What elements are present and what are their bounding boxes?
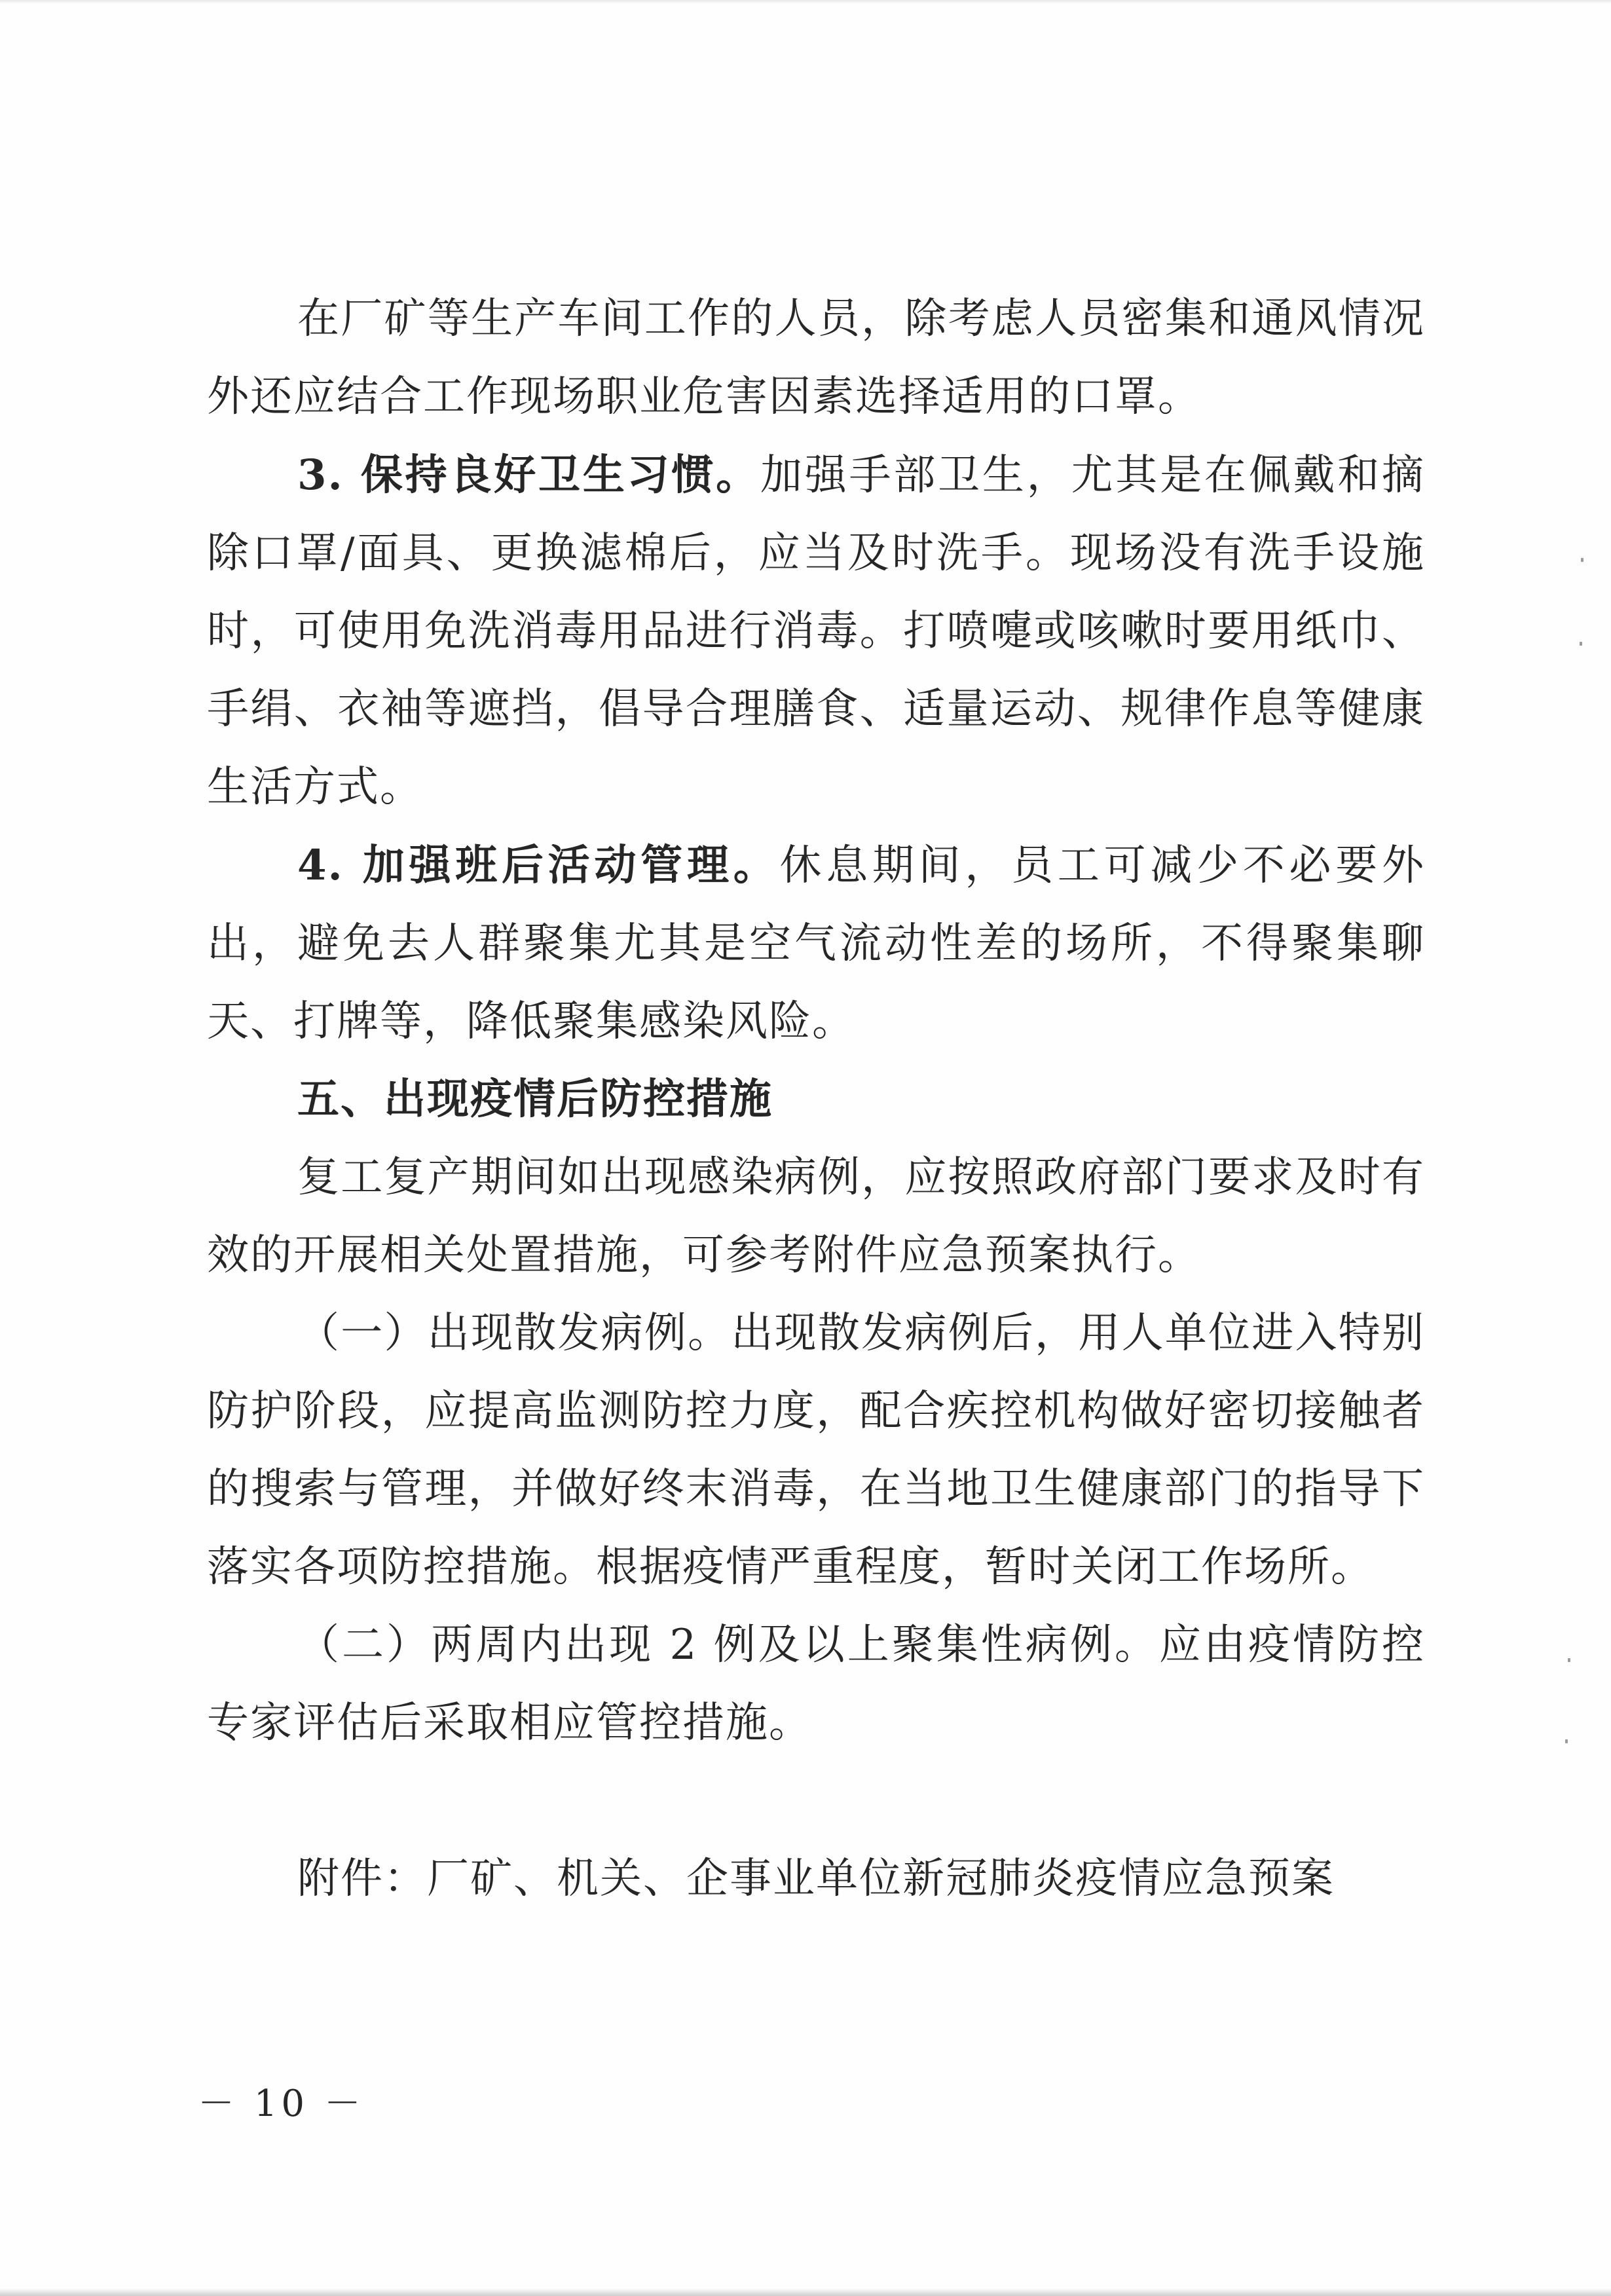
page-bottom-edge (0, 2288, 1611, 2296)
document-body (207, 280, 1425, 1918)
paragraph-mask-selection (207, 280, 1425, 436)
blank-line (207, 1762, 1425, 1840)
scan-speck (1568, 1658, 1570, 1662)
paragraph-after-shift-management (207, 826, 1425, 1061)
scan-speck (1581, 558, 1583, 562)
scan-speck (1580, 642, 1582, 646)
section-paragraph: （二）两周内出现 2 例及以上聚集性病例。应由疫情防控专家评估后采取相应管控措施。 (207, 1621, 1425, 1747)
section-heading: 五、出现疫情后防控措施 (297, 1075, 773, 1124)
page-number: － 10 － (198, 2083, 365, 2125)
paragraph-lead-heading: 3. 保持良好卫生习惯。 (297, 451, 760, 500)
section-paragraph: （一）出现散发病例。出现散发病例后，用人单位进入特别防护阶段，应提高监测防控力度，配合疾控机构做好密切接触者的搜索与管理，并做好终末消毒，在当地卫生健康部门的指导下落实各项防控措施。根据疫情严重程度，暂时关闭工作场所。 (207, 1309, 1425, 1591)
paragraph-text: 加强手部卫生，尤其是在佩戴和摘除口罩/面具、更换滤棉后，应当及时洗手。现场没有洗手设施时，可使用免洗消毒用品进行消毒。打喷嚏或咳嗽时要用纸巾、手绢、衣袖等遮挡，倡导合理膳食、适量运动、规律作息等健康生活方式。 (207, 451, 1426, 811)
page-top-edge (0, 0, 1611, 4)
paragraph-text: 休息期间，员工可减少不必要外出，避免去人群聚集尤其是空气流动性差的场所，不得聚集聊天、打牌等，降低聚集感染风险。 (207, 842, 1426, 1046)
attachment-note: 附件：厂矿、机关、企事业单位新冠肺炎疫情应急预案 (297, 1855, 1335, 1903)
paragraph-hygiene-habits (207, 436, 1425, 826)
scan-speck (1565, 1739, 1568, 1743)
section-paragraph: 复工复产期间如出现感染病例，应按照政府部门要求及时有效的开展相关处置措施，可参考附件应急预案执行。 (207, 1153, 1425, 1280)
paragraph-text: 在厂矿等生产车间工作的人员，除考虑人员密集和通风情况外还应结合工作现场职业危害因素选择适用的口罩。 (207, 295, 1425, 421)
paragraph-lead-heading: 4. 加强班后活动管理。 (297, 841, 780, 890)
